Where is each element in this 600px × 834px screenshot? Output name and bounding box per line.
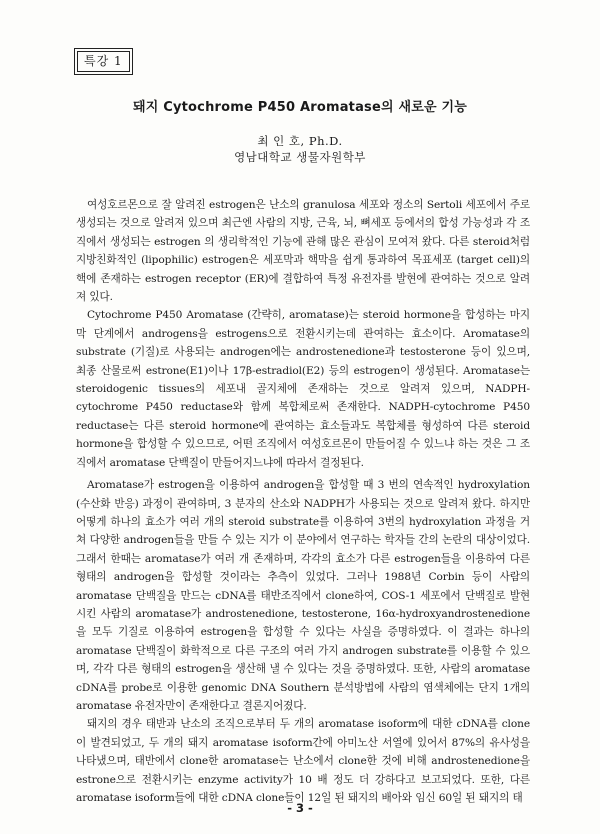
paragraph-1: 여성호르몬으로 잘 알려진 estrogen은 난소의 granulosa 세포와 정소의 Sertoli 세포에서 주로 생성되는 것으로 알려져 있으며 최근엔 사람의 지방, 근육, 뇌, 뼈세포 등에서의 합성 가능성과 각 조직에서 생성되는 estrogen 의 생리학적인 기능에 관해 많은 관심이 모여져 왔다. 다른 steroid처럼 지방친화적인 (lipophilic) estrogen은 세포막과 핵막을 쉽게 통과하여 목표세포 (target cell)의 핵에 존재하는 estrogen receptor (ER)에 결합하여 특정 유전자를 발현에 관여하는 것으로 알려져 있다. (76, 199, 530, 304)
body-text (76, 196, 530, 807)
paragraph-3: Aromatase가 estrogen을 이용하여 androgen을 합성할 때 3 번의 연속적인 hydroxylation (수산화 반응) 과정이 관여하며, 3 분자의 산소와 NADPH가 사용되는 것으로 알려져 왔다. 하지만 어떻게 하나의 효소가 여러 개의 steroid substrate를 이용하여 3번의 hydroxylation 과정을 거쳐 다양한 androgen들을 만들 수 있는 지가 이 분야에서 연구하는 학자들 간의 논란의 대상이었다. 그래서 한때는 aromatase가 여러 개 존재하며, 각각의 효소가 다른 estrogen들을 이용하여 다른 형태의 androgen을 합성할 것이라는 추측이 있었다. 그러나 1988년 Corbin 등이 사람의 aromatase 단백질을 만드는 cDNA를 태반조직에서 clone하여, COS-1 세포에서 단백질로 발현시킨 사람의 aromatase가 androstenedione, testosterone, 16α-hydroxyandrostenedione을 모두 기질로 이용하여 estrogen을 합성할 수 있다는 사실을 증명하였다. 이 결과는 하나의 aromatase 단백질이 화학적으로 다른 구조의 여러 가지 androgen substrate를 이용할 수 있으며, 각각 다른 형태의 estrogen을 생산해 낼 수 있다는 것을 증명하였다. 또한, 사람의 aromatase cDNA를 probe로 이용한 genomic DNA Southern 분석방법에 사람의 염색체에는 단지 1개의 aromatase 유전자만이 존재한다고 결론지어졌다. (76, 479, 530, 712)
author-name: 최 인 호, Ph.D. (257, 134, 343, 148)
paragraph-4: 돼지의 경우 태반과 난소의 조직으로부터 두 개의 aromatase isoform에 대한 cDNA를 clone이 발견되었고, 두 개의 돼지 aromatase isoform간에 아미노산 서열에 있어서 87%의 유사성을 나타냈으며, 태반에서 clone한 aromatase는 난소에서 clone한 것에 비해 androstenedione을 estrone으로 전환시키는 enzyme activity가 10 배 정도 더 강하다고 보고되었다. 또한, 다른 aromatase isoform들에 대한 cDNA clone들이 12일 된 돼지의 배아와 임신 60일 된 돼지의 태 (76, 718, 530, 804)
page-number: - 3 - (287, 801, 313, 815)
section-tag: 특강 1 (77, 51, 130, 72)
author-affiliation: 영남대학교 생물자원학부 (234, 150, 366, 164)
document-title: 돼지 Cytochrome P450 Aromatase의 새로운 기능 (132, 100, 468, 115)
paragraph-2: Cytochrome P450 Aromatase (간략히, aromatase)는 steroid hormone을 합성하는 마지막 단계에서 androgens을 estrogens으로 전환시키는데 관여하는 효소이다. Aromatase의 substrate (기질)로 사용되는 androgen에는 androstenedione과 testosterone 등이 있으며, 최종 산물로써 estrone(E1)이나 17β-estradiol(E2) 등의 estrogen이 생성된다. Aromatase는 steroidogenic tissues의 세포내 골지체에 존재하는 것으로 알려져 있으며, NADPH-cytochrome P450 reductase와 함께 복합체로써 존재한다. NADPH-cytochrome P450 reductase는 다른 steroid hormone에 관여하는 효소들과도 복합체를 형성하여 다른 steroid hormone을 합성할 수 있으므로, 어떤 조직에서 여성호르몬이 만들어질 수 있느냐 하는 것은 그 조직에서 aromatase 단백질이 만들어지느냐에 따라서 결정된다. (76, 309, 530, 469)
